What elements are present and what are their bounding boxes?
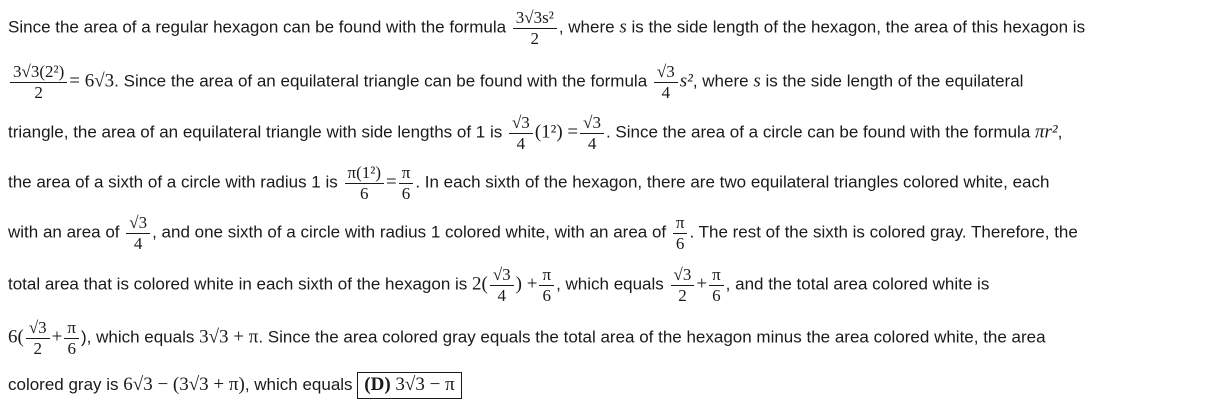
hexagon-area-calc: $\frac{\text{3√3(2²)}}{2}$ [10,62,67,102]
solution-line-2: $\frac{\text{3√3(2²)}}{2}$ = 6√3. Since the area of an equilateral triangle can be found with the formula $\frac{√3}{4}$ s², where s is the side length of the equilateral [8,62,1207,102]
fraction: $\frac{\text{π(1²)}}{6}$ [345,163,385,203]
fraction: $\frac{\pi}{6}$ [673,213,688,253]
fraction: $\frac{\pi}{6}$ [539,265,554,305]
fraction: $\frac{√3}{4}$ [126,213,150,253]
text: Since the area of a regular hexagon can be found with the formula [8,17,511,37]
solution-line-3: triangle, the area of an equilateral triangle with side lengths of 1 is $\frac{√3}{4}$ (1²) = $\frac{√3}{4}$ . Since the area of a circle can be found with the formula πr², [8,113,1063,153]
solution-line-8: colored gray is 6√3 − (3√3 + π), which equals (D) 3√3 − π [8,372,1207,399]
fraction: $\frac{√3}{4}$ [580,113,604,153]
triangle-area-formula: $\frac{√3}{4}$ [654,62,678,102]
fraction: $\frac{\pi}{6}$ [709,265,724,305]
solution-line-1: Since the area of a regular hexagon can be found with the formula $\frac{\text{3√3s²}}{2}$ , where s is the side length of the hexagon, the area of this hexagon is [8,8,1086,48]
solution-line-5: with an area of $\frac{√3}{4}$ , and one sixth of a circle with radius 1 colored white, with an area of $\frac{\pi}{6}$ . The rest of the sixth is colored gray. Therefore, the [8,213,1078,253]
hexagon-area-formula: $\frac{\text{3√3s²}}{2}$ [513,8,557,48]
solution-line-4: the area of a sixth of a circle with radius 1 is $\frac{\text{π(1²)}}{6}$ = $\frac{\pi}{6}$ . In each sixth of the hexagon, there are two equilateral triangles colored white, each [8,163,1050,203]
fraction: $\frac{\pi}{6}$ [64,318,79,358]
answer-expression: 3√3 − π [395,374,455,395]
final-answer-box [357,372,461,399]
solution-line-6: total area that is colored white in each sixth of the hexagon is 2( $\frac{√3}{4}$ ) + $\frac{\pi}{6}$ , which equals $\frac{√3}{2}$ + $\frac{\pi}{6}$ , and the total area colored white is [8,265,990,305]
solution-line-7: 6( $\frac{√3}{2}$ + $\frac{\pi}{6}$ ), which equals 3√3 + π. Since the area colored gray equals the total area of the hexagon minus the area colored white, the area [8,318,1046,358]
fraction: $\frac{√3}{2}$ [26,318,50,358]
fraction: $\frac{√3}{4}$ [490,265,514,305]
answer-choice: (D) [364,374,391,395]
fraction: $\frac{\pi}{6}$ [399,163,414,203]
fraction: $\frac{√3}{2}$ [671,265,695,305]
fraction: $\frac{√3}{4}$ [509,113,533,153]
